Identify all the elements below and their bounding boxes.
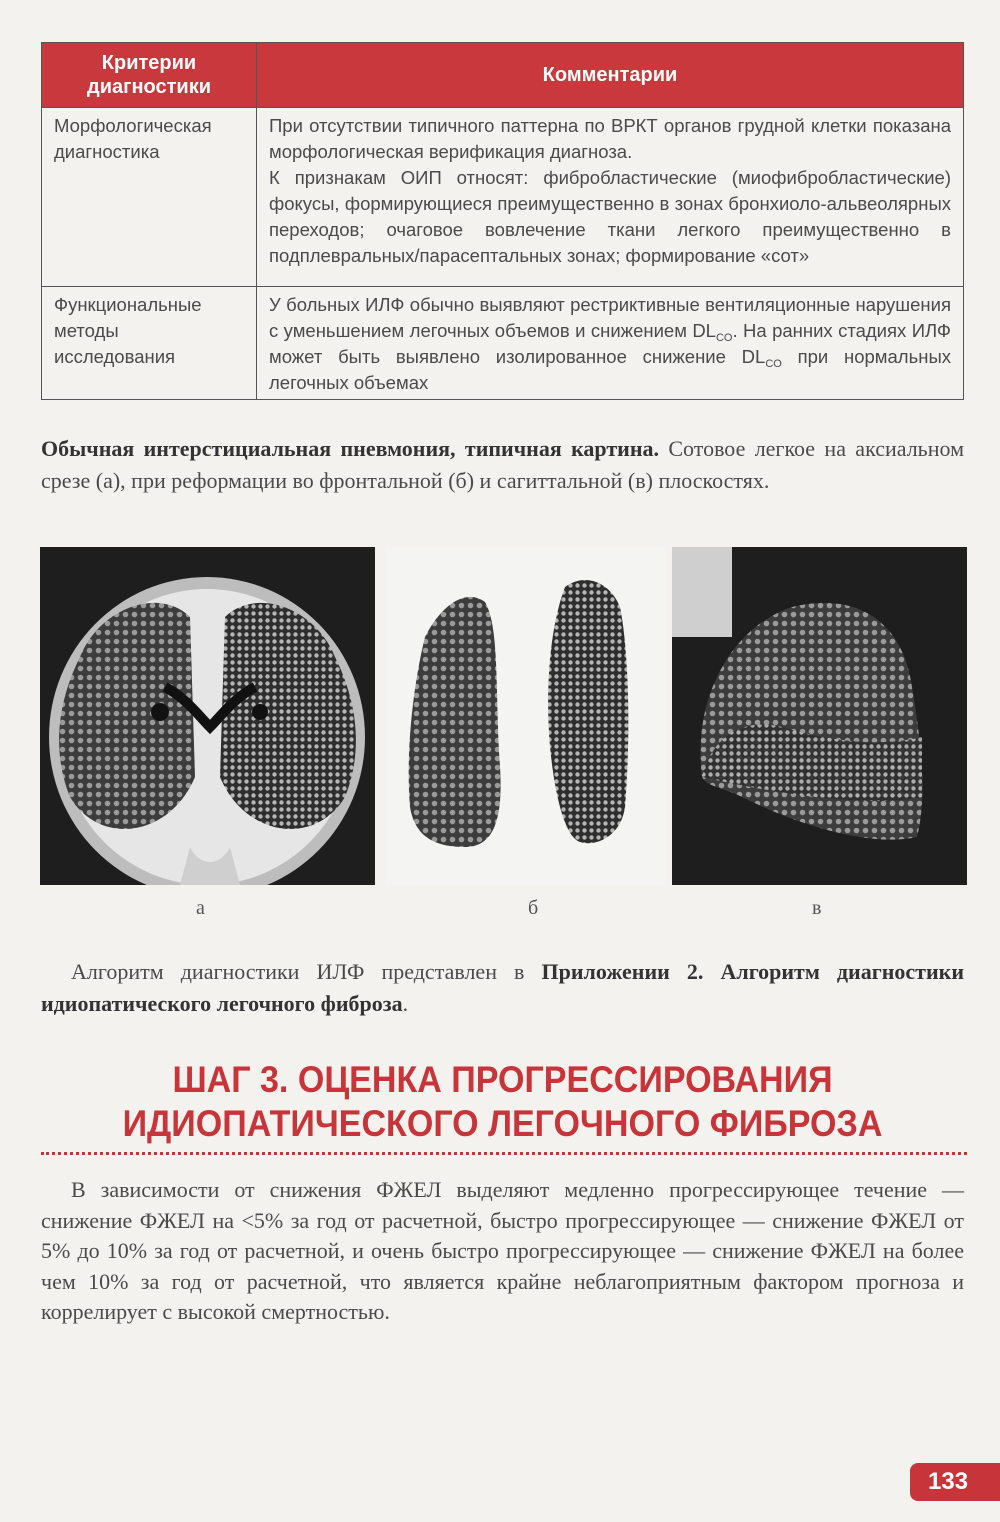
figure-lead-paragraph bbox=[41, 433, 964, 497]
ct-image-frontal bbox=[385, 547, 665, 885]
comment-text-a: У больных ИЛФ обычно выявляют рестриктивные вентиляционные нарушения с уменьшением легочных объемов и снижением DL bbox=[269, 294, 951, 341]
section-heading bbox=[78, 1058, 927, 1146]
figure-lead-bold: Обычная интерстициальная пневмония, типичная картина. bbox=[41, 436, 660, 461]
comment-paragraph: К признакам ОИП относят: фибробластические (миофибробластические) фокусы, формирующиеся преимущественно в зонах бронхиоло-альвеолярных переходов; очаговое вовлечение ткани легкого преимущественно в подплевральных/парасептальных зонах; формирование «сот» bbox=[269, 167, 951, 266]
figure-lead-text: Сотовое легкое на аксиальном срезе (а), при реформации во фронтальной (б) и сагиттальной (в) плоскостях. bbox=[41, 436, 964, 493]
algorithm-end: . bbox=[402, 991, 409, 1016]
table-cell-criterion: Функциональные методы исследования bbox=[42, 287, 257, 400]
caption-a: а bbox=[196, 897, 205, 919]
dotted-divider bbox=[41, 1152, 967, 1155]
table-row bbox=[42, 108, 964, 287]
caption-b: б bbox=[528, 897, 539, 919]
section-heading-line2: ИДИОПАТИЧЕСКОГО ЛЕГОЧНОГО ФИБРОЗА bbox=[122, 1103, 883, 1144]
table-header-criteria: Критерии диагностики bbox=[42, 43, 257, 108]
ct-image-axial bbox=[40, 547, 375, 885]
algorithm-text: Алгоритм диагностики ИЛФ представлен в bbox=[71, 959, 542, 984]
comment-paragraph: При отсутствии типичного паттерна по ВРКТ органов грудной клетки показана морфологическая верификация диагноза. bbox=[269, 115, 951, 162]
criteria-table bbox=[41, 42, 964, 400]
table-cell-comment bbox=[257, 287, 964, 400]
ct-image-sagittal bbox=[672, 547, 967, 885]
table-header-comments: Комментарии bbox=[257, 43, 964, 108]
page-number: 133 bbox=[910, 1463, 1000, 1501]
algorithm-paragraph bbox=[41, 956, 964, 1020]
table-cell-criterion: Морфологическая диагностика bbox=[42, 108, 257, 287]
subscript-co: CO bbox=[715, 332, 733, 344]
caption-v: в bbox=[812, 897, 822, 919]
ct-images bbox=[40, 547, 967, 887]
section-body: В зависимости от снижения ФЖЕЛ выделяют медленно прогрессирующее течение — снижение ФЖЕЛ на <5% за год от расчетной, быстро прогрессирующее — снижение ФЖЕЛ от 5% до 10% за год от расчетной, и очень быстро прогрессирующее — снижение ФЖЕЛ на более чем 10% за год от расчетной, что является крайне неблагоприятным фактором прогноза и коррелирует с высокой смертностью. bbox=[41, 1177, 964, 1324]
table-cell-comment bbox=[257, 108, 964, 287]
section-heading-line1: ШАГ 3. ОЦЕНКА ПРОГРЕССИРОВАНИЯ bbox=[172, 1059, 833, 1100]
algorithm-bold: Приложении 2. Алгоритм диагностики идиопатического легочного фиброза bbox=[41, 959, 965, 1016]
table-row bbox=[42, 287, 964, 400]
comment-text-b: . На ранних стадиях ИЛФ может быть выявлено изолированное снижение DL bbox=[269, 320, 951, 367]
subscript-co: CO bbox=[765, 358, 782, 370]
comment-text-c: при нормальных легочных объемах bbox=[269, 346, 952, 393]
